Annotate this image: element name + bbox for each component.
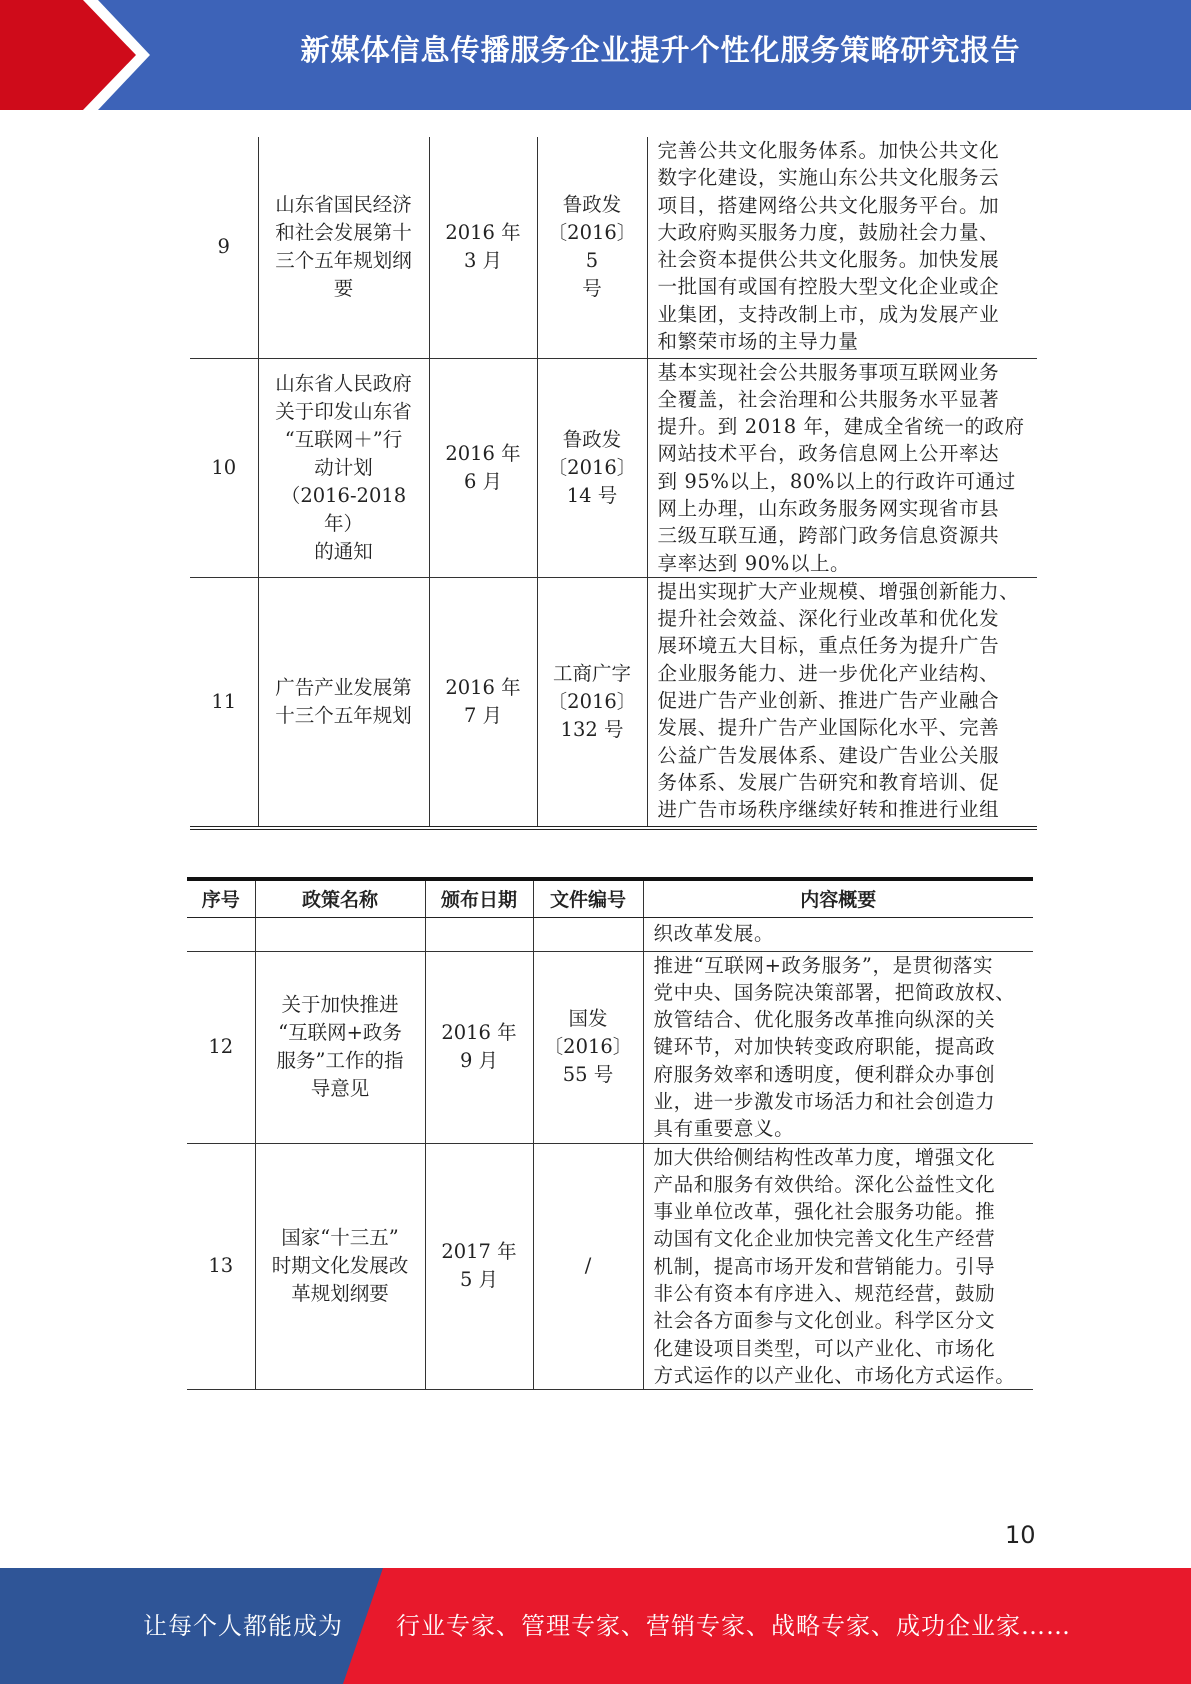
row-number: [187, 917, 255, 951]
issue-date: [425, 917, 533, 951]
header-banner: [0, 0, 1191, 110]
row-number: 13: [187, 1143, 255, 1390]
issue-date: 2017 年 5 月: [425, 1143, 533, 1390]
issue-date: 2016 年 9 月: [425, 951, 533, 1143]
row-number: 10: [190, 358, 258, 577]
table-row: [190, 137, 1037, 358]
issue-date: 2016 年 6 月: [429, 358, 537, 577]
policy-name: 山东省国民经济 和社会发展第十 三个五年规划纲 要: [258, 137, 429, 358]
table-row: [187, 951, 1033, 1143]
column-header-document-number: 文件编号: [533, 879, 643, 917]
table-header-row: [187, 879, 1033, 917]
policy-name: 广告产业发展第 十三个五年规划: [258, 577, 429, 828]
row-number: 11: [190, 577, 258, 828]
content-summary: 完善公共文化服务体系。加快公共文化 数字化建设，实施山东公共文化服务云 项目，搭建网络公共文化服务平台。加 大政府购买服务力度，鼓励社会力量、 社会资本提供公共文化服务。加快发展 一批国有或国有控股大型文化企业或企 业集团，支持改制上市，成为发展产业 和繁荣市场的主导力量: [647, 137, 1037, 358]
issue-date: 2016 年 7 月: [429, 577, 537, 828]
table-row: [187, 917, 1033, 951]
policy-table-continued: [190, 137, 1037, 830]
row-number: 12: [187, 951, 255, 1143]
content-summary: 基本实现社会公共服务事项互联网业务 全覆盖，社会治理和公共服务水平显著 提升。到 2018 年，建成全省统一的政府 网站技术平台，政务信息网上公开率达 到 95%以上，80%以上的行政许可通过 网上办理，山东政务服务网实现省市县 三级互联互通，跨部门政务信息资源共 享率达到 90%以上。: [647, 358, 1037, 577]
policy-name: 国家“十三五” 时期文化发展改 革规划纲要: [255, 1143, 425, 1390]
column-header-policy-name: 政策名称: [255, 879, 425, 917]
document-number: /: [533, 1143, 643, 1390]
document-number: [533, 917, 643, 951]
table-row: [190, 577, 1037, 828]
content-summary: 提出实现扩大产业规模、增强创新能力、 提升社会效益、深化行业改革和优化发 展环境五大目标，重点任务为提升广告 企业服务能力、进一步优化产业结构、 促进广告产业创新、推进广告产业融合 发展、提升广告产业国际化水平、完善 公益广告发展体系、建设广告业公关服 务体系、发展广告研究和教育培训、促 进广告市场秩序继续好转和推进行业组: [647, 577, 1037, 828]
content-summary: 织改革发展。: [643, 917, 1033, 951]
policy-name: [255, 917, 425, 951]
row-number: 9: [190, 137, 258, 358]
column-header-number: 序号: [187, 879, 255, 917]
page-number: 10: [1005, 1521, 1036, 1549]
document-number: 国发 〔2016〕 55 号: [533, 951, 643, 1143]
column-header-issue-date: 颁布日期: [425, 879, 533, 917]
column-header-content-summary: 内容概要: [643, 879, 1033, 917]
table-row: [190, 358, 1037, 577]
issue-date: 2016 年 3 月: [429, 137, 537, 358]
document-number: 工商广字 〔2016〕 132 号: [537, 577, 647, 828]
table-row: [187, 1143, 1033, 1390]
policy-name: 山东省人民政府 关于印发山东省 “互联网＋”行 动计划 （2016-2018 年） 的通知: [258, 358, 429, 577]
header-title: 新媒体信息传播服务企业提升个性化服务策略研究报告: [300, 33, 1021, 67]
footer-banner: [0, 1568, 1191, 1684]
footer-slogan-left: 让每个人都能成为: [143, 1612, 343, 1640]
policy-name: 关于加快推进 “互联网+政务 服务”工作的指 导意见: [255, 951, 425, 1143]
content-summary: 推进“互联网+政务服务”，是贯彻落实 党中央、国务院决策部署，把简政放权、 放管结合、优化服务改革推向纵深的关 键环节，对加快转变政府职能，提高政 府服务效率和透明度，便利群众办事创 业，进一步激发市场活力和社会创造力 具有重要意义。: [643, 951, 1033, 1143]
content-summary: 加大供给侧结构性改革力度，增强文化 产品和服务有效供给。深化公益性文化 事业单位改革，强化社会服务功能。推 动国有文化企业加快完善文化生产经营 机制，提高市场开发和营销能力。引导 非公有资本有序进入、规范经营，鼓励 社会各方面参与文化创业。科学区分文 化建设项目类型，可以产业化、市场化 方式运作的以产业化、市场化方式运作。: [643, 1143, 1033, 1390]
footer-slogan-right: 行业专家、管理专家、营销专家、战略专家、成功企业家……: [396, 1612, 1071, 1640]
policy-table: [187, 877, 1033, 1390]
document-number: 鲁政发 〔2016〕5 号: [537, 137, 647, 358]
document-number: 鲁政发 〔2016〕 14 号: [537, 358, 647, 577]
